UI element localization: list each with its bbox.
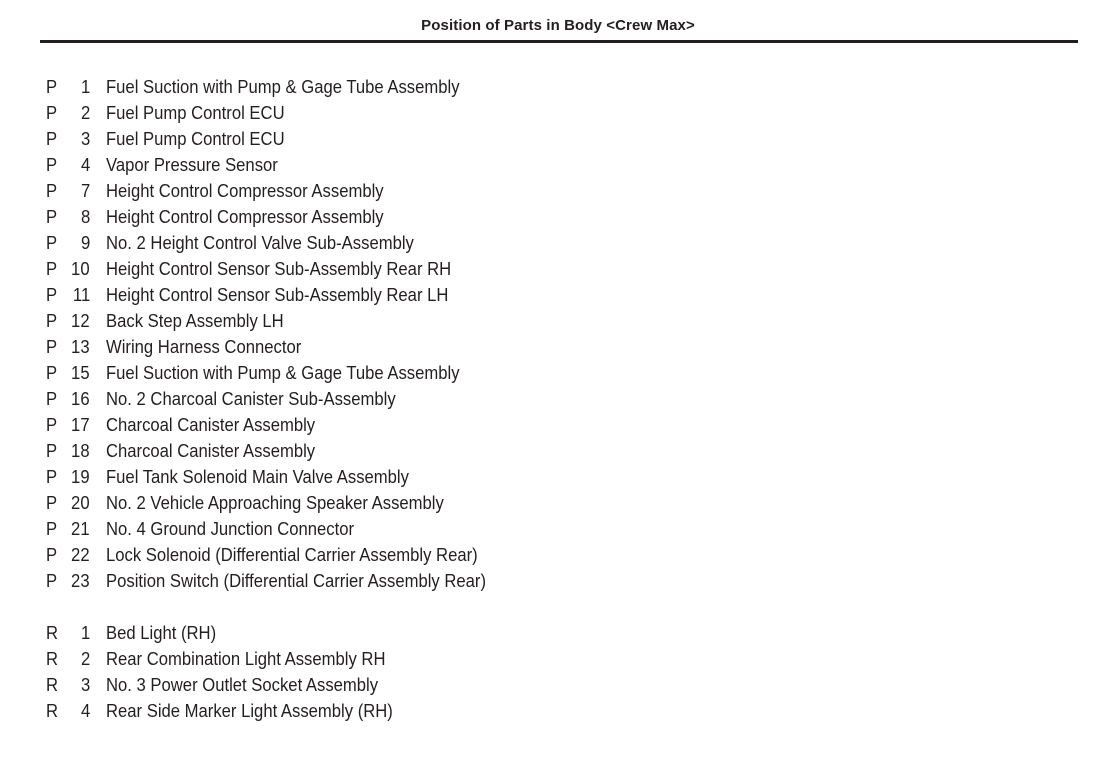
- part-name: Fuel Tank Solenoid Main Valve Assembly: [106, 466, 409, 487]
- part-number-cell: [62, 308, 90, 334]
- part-number: 10: [71, 258, 90, 279]
- part-number-cell: [62, 360, 90, 386]
- part-number: 17: [71, 414, 90, 435]
- part-letter: P: [46, 232, 58, 253]
- part-name: Height Control Sensor Sub-Assembly Rear RH: [106, 258, 452, 279]
- part-letter: P: [46, 362, 58, 383]
- part-name: Lock Solenoid (Differential Carrier Assembly Rear): [106, 544, 478, 565]
- part-letter: P: [46, 336, 58, 357]
- part-number: 9: [80, 232, 90, 253]
- part-number-cell: [62, 620, 90, 646]
- part-number-cell: [62, 438, 90, 464]
- part-letter-cell: [46, 516, 58, 542]
- part-name: No. 4 Ground Junction Connector: [106, 518, 355, 539]
- part-number-cell: [62, 464, 90, 490]
- part-letter: P: [46, 414, 58, 435]
- part-number: 19: [71, 466, 90, 487]
- part-row: [0, 152, 1116, 178]
- part-number: 23: [71, 570, 90, 591]
- part-number: 16: [71, 388, 90, 409]
- part-number-cell: [62, 646, 90, 672]
- part-number: 21: [71, 518, 90, 539]
- part-name-cell: [106, 126, 304, 152]
- part-name-cell: [106, 438, 338, 464]
- part-letter-cell: [46, 100, 58, 126]
- part-letter-cell: [46, 646, 59, 672]
- part-name: No. 2 Vehicle Approaching Speaker Assembly: [106, 492, 444, 513]
- part-row: [0, 490, 1116, 516]
- part-name-cell: [106, 672, 408, 698]
- part-letter-cell: [46, 412, 58, 438]
- part-row: [0, 620, 1116, 646]
- part-number-cell: [62, 542, 90, 568]
- parts-list-p: [0, 74, 1116, 594]
- part-name: Bed Light (RH): [106, 622, 217, 643]
- part-letter-cell: [46, 386, 58, 412]
- part-name-cell: [106, 334, 323, 360]
- part-letter-cell: [46, 74, 58, 100]
- page-title: Position of Parts in Body <Crew Max>: [421, 17, 695, 34]
- part-row: [0, 542, 1116, 568]
- part-number: 3: [80, 128, 90, 149]
- part-name: Rear Combination Light Assembly RH: [106, 648, 386, 669]
- part-name-cell: [106, 360, 499, 386]
- part-letter-cell: [46, 620, 59, 646]
- part-number: 15: [71, 362, 90, 383]
- part-letter-cell: [46, 360, 58, 386]
- part-name: No. 2 Charcoal Canister Sub-Assembly: [106, 388, 396, 409]
- part-row: [0, 360, 1116, 386]
- part-number-cell: [62, 152, 90, 178]
- part-letter-cell: [46, 464, 58, 490]
- part-number: 4: [80, 154, 90, 175]
- part-name: Fuel Suction with Pump & Gage Tube Assembly: [106, 362, 460, 383]
- part-row: [0, 204, 1116, 230]
- part-letter: P: [46, 206, 58, 227]
- part-row: [0, 672, 1116, 698]
- part-name-cell: [106, 230, 448, 256]
- part-name-cell: [106, 256, 490, 282]
- part-letter-cell: [46, 542, 58, 568]
- part-name: Height Control Sensor Sub-Assembly Rear LH: [106, 284, 449, 305]
- part-number-cell: [62, 412, 90, 438]
- part-number-cell: [62, 126, 90, 152]
- part-number: 11: [72, 284, 90, 305]
- part-number: 7: [80, 180, 90, 201]
- part-letter: P: [46, 570, 58, 591]
- part-row: [0, 256, 1116, 282]
- part-number-cell: [62, 204, 90, 230]
- part-name-cell: [106, 204, 414, 230]
- part-number-cell: [62, 178, 90, 204]
- part-letter: P: [46, 180, 58, 201]
- part-number-cell: [62, 282, 90, 308]
- part-name-cell: [106, 308, 303, 334]
- part-row: [0, 126, 1116, 152]
- part-letter: P: [46, 284, 58, 305]
- part-letter: R: [46, 622, 59, 643]
- part-row: [0, 646, 1116, 672]
- part-letter: P: [46, 544, 58, 565]
- part-name: Rear Side Marker Light Assembly (RH): [106, 700, 393, 721]
- part-number-cell: [62, 490, 90, 516]
- part-letter-cell: [46, 204, 58, 230]
- part-number: 20: [71, 492, 90, 513]
- part-name-cell: [106, 516, 382, 542]
- part-name-cell: [106, 178, 414, 204]
- part-number: 22: [71, 544, 90, 565]
- part-row: [0, 282, 1116, 308]
- part-name: Vapor Pressure Sensor: [106, 154, 278, 175]
- part-name-cell: [106, 152, 297, 178]
- part-row: [0, 568, 1116, 594]
- part-number-cell: [62, 230, 90, 256]
- part-row: [0, 412, 1116, 438]
- part-name-cell: [106, 698, 425, 724]
- part-name: Fuel Pump Control ECU: [106, 102, 285, 123]
- part-letter-cell: [46, 490, 58, 516]
- part-number: 4: [80, 700, 90, 721]
- part-number-cell: [62, 256, 90, 282]
- part-number-cell: [62, 386, 90, 412]
- part-letter: R: [46, 674, 59, 695]
- part-row: [0, 230, 1116, 256]
- part-letter-cell: [46, 672, 59, 698]
- part-letter-cell: [46, 438, 58, 464]
- part-letter: P: [46, 76, 58, 97]
- part-number-cell: [62, 100, 90, 126]
- part-letter-cell: [46, 698, 59, 724]
- part-number: 2: [80, 648, 90, 669]
- part-letter-cell: [46, 282, 58, 308]
- part-name-cell: [106, 490, 481, 516]
- part-number: 12: [71, 310, 90, 331]
- part-row: [0, 100, 1116, 126]
- part-letter-cell: [46, 308, 58, 334]
- part-name: Height Control Compressor Assembly: [106, 180, 384, 201]
- part-row: [0, 74, 1116, 100]
- part-number: 2: [80, 102, 90, 123]
- part-name-cell: [106, 412, 338, 438]
- part-row: [0, 386, 1116, 412]
- part-letter: R: [46, 648, 59, 669]
- part-number: 18: [71, 440, 90, 461]
- part-name-cell: [106, 620, 228, 646]
- part-number: 3: [80, 674, 90, 695]
- part-number: 1: [80, 622, 90, 643]
- part-letter: P: [46, 102, 58, 123]
- part-letter: P: [46, 440, 58, 461]
- part-number: 13: [71, 336, 90, 357]
- part-name-cell: [106, 386, 428, 412]
- part-name-cell: [106, 568, 528, 594]
- part-number-cell: [62, 334, 90, 360]
- part-name: Position Switch (Differential Carrier Assembly Rear): [106, 570, 486, 591]
- part-row: [0, 334, 1116, 360]
- part-number: 8: [80, 206, 90, 227]
- part-row: [0, 516, 1116, 542]
- parts-list-r: [0, 620, 1116, 724]
- part-number-cell: [62, 74, 90, 100]
- part-letter-cell: [46, 152, 58, 178]
- part-letter: R: [46, 700, 59, 721]
- title-divider: [40, 40, 1078, 43]
- part-name-cell: [106, 646, 417, 672]
- part-name-cell: [106, 74, 499, 100]
- part-row: [0, 178, 1116, 204]
- part-letter-cell: [46, 230, 58, 256]
- part-letter-cell: [46, 178, 58, 204]
- part-row: [0, 698, 1116, 724]
- part-letter: P: [46, 518, 58, 539]
- part-name: Charcoal Canister Assembly: [106, 414, 316, 435]
- part-name: No. 3 Power Outlet Socket Assembly: [106, 674, 379, 695]
- part-letter-cell: [46, 126, 58, 152]
- part-name: Charcoal Canister Assembly: [106, 440, 316, 461]
- part-name-cell: [106, 542, 519, 568]
- part-row: [0, 438, 1116, 464]
- part-letter: P: [46, 154, 58, 175]
- part-name: Wiring Harness Connector: [106, 336, 302, 357]
- part-row: [0, 464, 1116, 490]
- part-number-cell: [62, 698, 90, 724]
- part-name: Fuel Suction with Pump & Gage Tube Assembly: [106, 76, 460, 97]
- part-name-cell: [106, 100, 304, 126]
- part-letter: P: [46, 310, 58, 331]
- part-name: Fuel Pump Control ECU: [106, 128, 285, 149]
- part-number-cell: [62, 568, 90, 594]
- part-row: [0, 308, 1116, 334]
- part-letter: P: [46, 128, 58, 149]
- part-name-cell: [106, 282, 486, 308]
- part-letter-cell: [46, 334, 58, 360]
- part-number-cell: [62, 516, 90, 542]
- part-letter: P: [46, 258, 58, 279]
- part-name: Height Control Compressor Assembly: [106, 206, 384, 227]
- part-letter: P: [46, 466, 58, 487]
- part-letter: P: [46, 492, 58, 513]
- part-number-cell: [62, 672, 90, 698]
- part-name: No. 2 Height Control Valve Sub-Assembly: [106, 232, 414, 253]
- part-number: 1: [80, 76, 90, 97]
- part-name: Back Step Assembly LH: [106, 310, 284, 331]
- part-name-cell: [106, 464, 443, 490]
- part-letter-cell: [46, 568, 58, 594]
- part-letter: P: [46, 388, 58, 409]
- part-letter-cell: [46, 256, 58, 282]
